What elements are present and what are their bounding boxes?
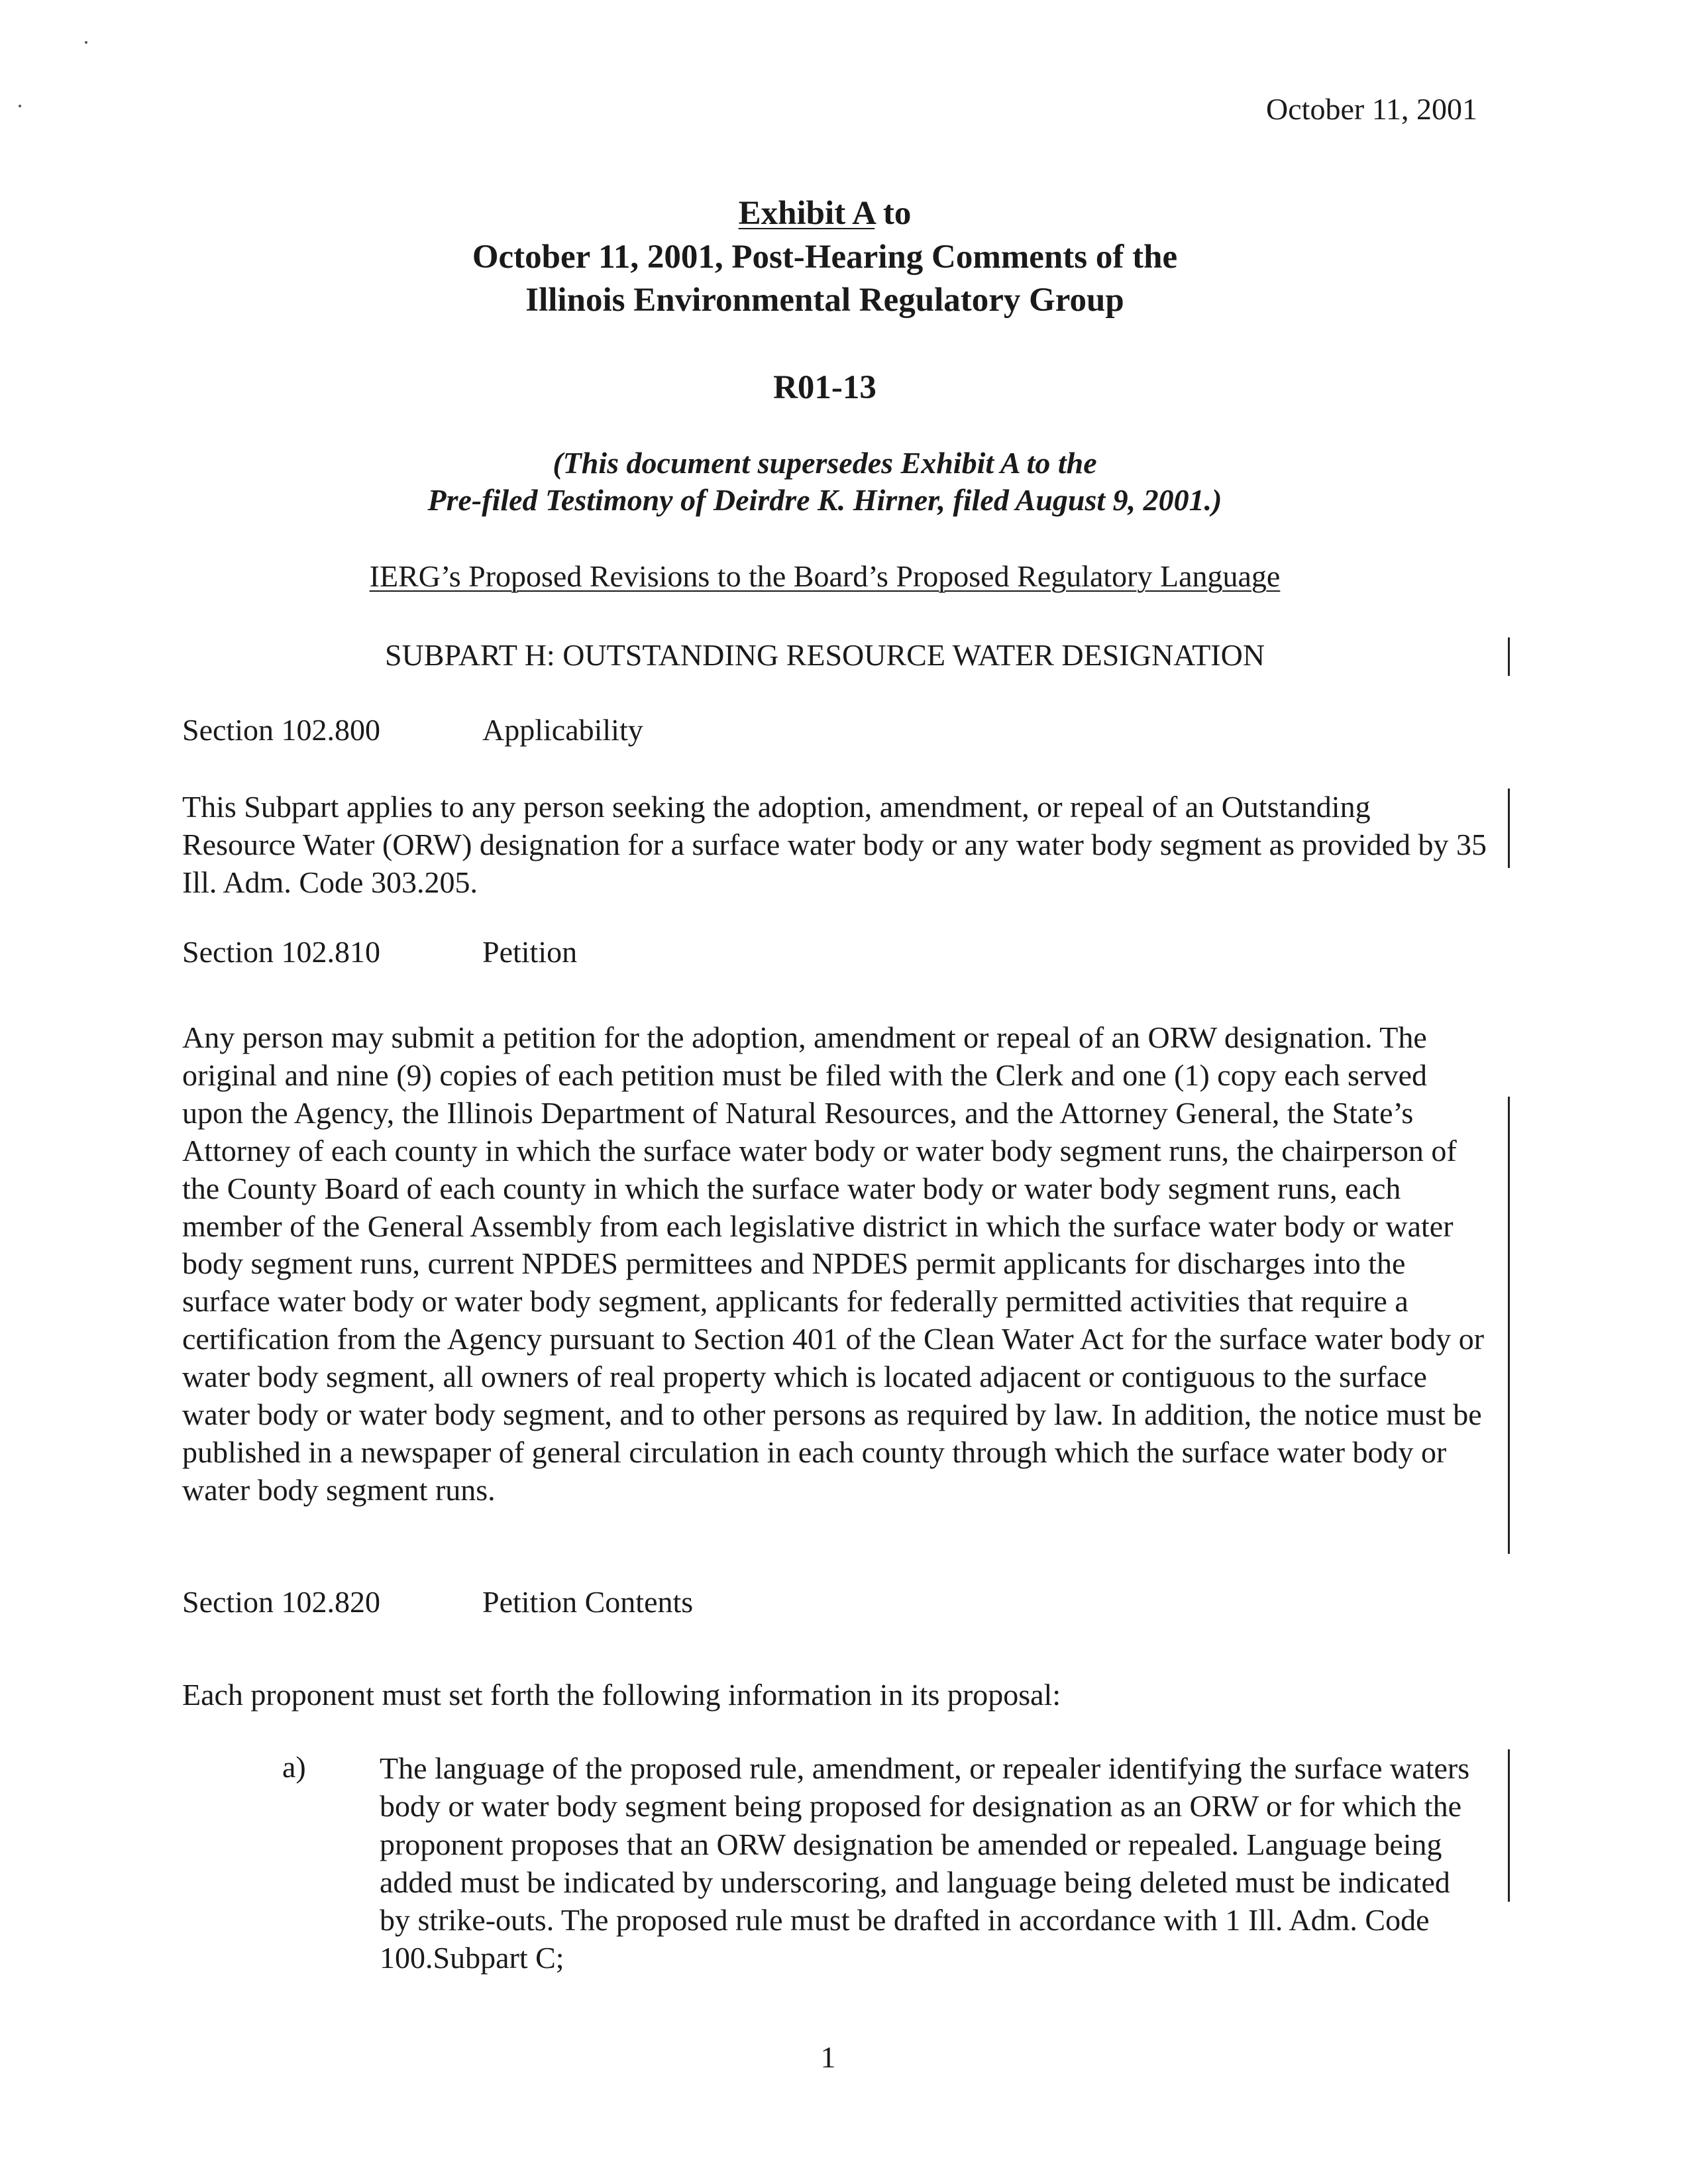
- revision-bar: [1508, 637, 1510, 676]
- section-paragraph: This Subpart applies to any person seeking the adoption, amendment, or repeal of an Outstanding Resource Water (ORW) designation for a surface water body or any water body segment as provided by 35 Ill. Adm. Code 303.205.: [182, 790, 1487, 899]
- section-number: Section 102.800: [182, 713, 380, 747]
- list-item-label: a): [282, 1750, 306, 1784]
- section-title: Applicability: [482, 713, 643, 747]
- section-title: Petition Contents: [482, 1585, 694, 1619]
- title-line-3: Illinois Environmental Regulatory Group: [525, 282, 1124, 319]
- section-paragraph: Each proponent must set forth the following information in its proposal:: [182, 1678, 1061, 1712]
- scan-speck: [85, 41, 87, 44]
- revisions-heading: IERG’s Proposed Revisions to the Board’s Proposed Regulatory Language: [369, 559, 1281, 593]
- revision-bar: [1508, 1097, 1510, 1554]
- supersedes-note-line-1: (This document supersedes Exhibit A to the: [553, 446, 1097, 480]
- subpart-heading: SUBPART H: OUTSTANDING RESOURCE WATER DESIGNATION: [384, 638, 1265, 672]
- title-line-2: October 11, 2001, Post-Hearing Comments of the: [472, 239, 1178, 276]
- supersedes-note-line-2: Pre-filed Testimony of Deirdre K. Hirner, filed August 9, 2001.): [427, 483, 1222, 517]
- exhibit-to: to: [874, 195, 912, 232]
- exhibit-label: Exhibit A: [738, 195, 875, 232]
- section-title: Petition: [482, 935, 578, 969]
- revision-bar: [1508, 1749, 1510, 1902]
- exhibit-title: [0, 194, 1650, 233]
- section-number: Section 102.810: [182, 935, 380, 969]
- page-number: 1: [820, 2040, 836, 2074]
- scan-speck: [19, 105, 21, 107]
- revision-bar: [1508, 789, 1510, 868]
- document-date: October 11, 2001: [1266, 92, 1477, 126]
- docket-number: R01-13: [773, 369, 876, 406]
- section-number: Section 102.820: [182, 1585, 380, 1619]
- section-paragraph: Any person may submit a petition for the adoption, amendment or repeal of an ORW designation. The original and nine (9) copies of each petition must be filed with the Clerk and one (1) copy each served upon the Agency, the Illinois Department of Natural Resources, and the Attorney General, the State’s Attorney of each county in which the surface water body or water body segment runs, the chairperson of the County Board of each county in which the surface water body or water body segment runs, each member of the General Assembly from each legislative district in which the surface water body or water body segment runs, current NPDES permittees and NPDES permit applicants for discharges into the surface water body or water body segment, applicants for federally permitted activities that require a certification from the Agency pursuant to Section 401 of the Clean Water Act for the surface water body or water body segment, all owners of real property which is located adjacent or contiguous to the surface water body or water body segment, and to other persons as required by law. In addition, the notice must be published in a newspaper of general circulation in each county through which the surface water body or water body segment runs.: [182, 1020, 1485, 1507]
- list-item-text: The language of the proposed rule, amendment, or repealer identifying the surface waters body or water body segment being proposed for designation as an ORW or for which the proponent proposes that an ORW designation be amended or repealed. Language being added must be indicated by underscoring, and language being deleted must be indicated by strike-outs. The proposed rule must be drafted in accordance with 1 Ill. Adm. Code 100.Subpart C;: [380, 1751, 1470, 1975]
